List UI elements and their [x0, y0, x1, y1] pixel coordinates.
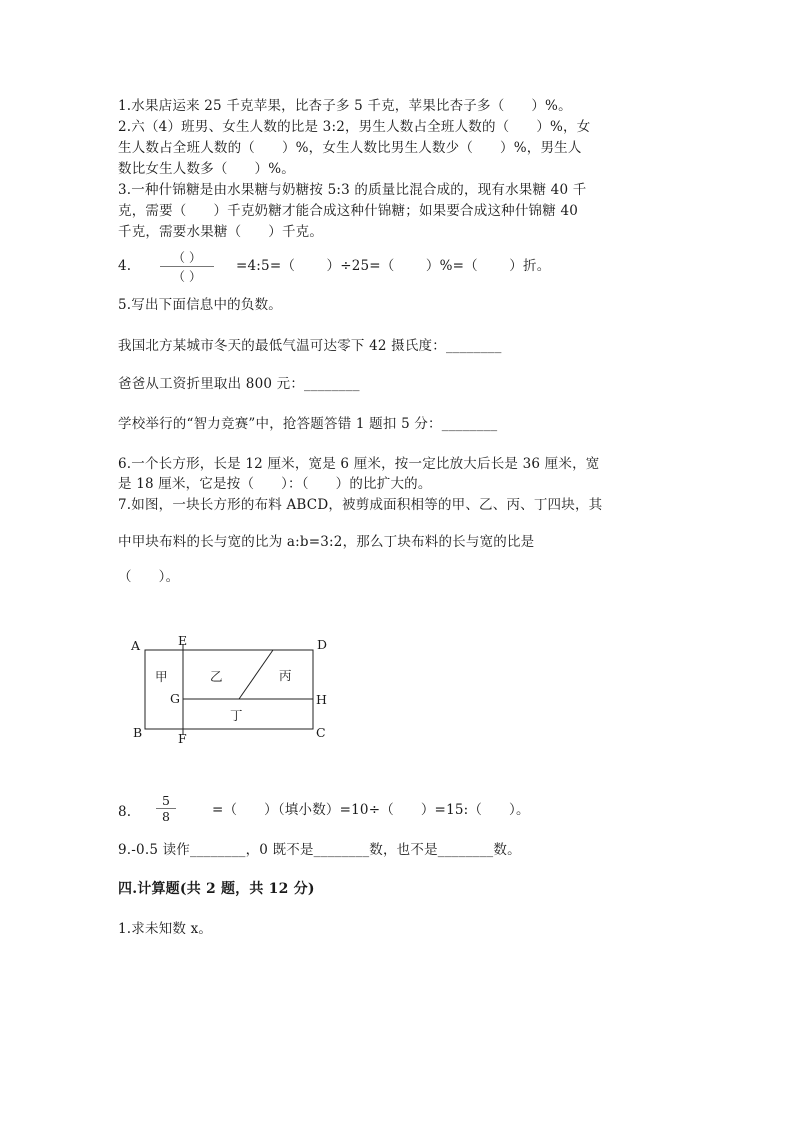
region-jia: 甲 — [155, 669, 168, 684]
question-7-line-2: 中甲块布料的长与宽的比为 a:b=3:2，那么丁块布料的长与宽的比是 — [118, 534, 535, 550]
question-3-line-1: 3.一种什锦糖是由水果糖与奶糖按 5:3 的质量比混合成的，现有水果糖 40 千 — [118, 182, 587, 198]
diagonal-cut — [239, 650, 273, 699]
question-6-line-2: 是 18 厘米，它是按（ ）：（ ）的比扩大的。 — [118, 476, 432, 492]
question-4-fraction — [160, 248, 214, 285]
question-5-item-3: 学校举行的“智力竞赛”中，抢答题答错 1 题扣 5 分：________ — [118, 416, 498, 432]
question-6-line-1: 6.一个长方形，长是 12 厘米，宽是 6 厘米，按一定比放大后长是 36 厘米，宽 — [118, 456, 600, 472]
label-C: C — [316, 725, 326, 740]
region-yi: 乙 — [210, 669, 223, 684]
question-8-number: 8. — [118, 804, 132, 820]
label-H: H — [316, 692, 327, 707]
question-7-line-1: 7.如图，一块长方形的布料 ABCD，被剪成面积相等的甲、乙、丙、丁四块，其 — [118, 497, 603, 513]
label-E: E — [178, 633, 188, 648]
question-8-expression: =（ ）（填小数）=10÷（ ）=15:（ ）。 — [212, 802, 530, 818]
fraction-denominator: 8 — [162, 809, 170, 824]
label-F: F — [178, 731, 187, 746]
label-B: B — [133, 725, 143, 740]
question-5-item-1: 我国北方某城市冬天的最低气温可达零下 42 摄氏度：________ — [118, 338, 502, 354]
question-7-line-3: （ ）。 — [118, 569, 180, 585]
label-G: G — [170, 691, 180, 706]
question-1: 1.水果店运来 25 千克苹果，比杏子多 5 千克，苹果比杏子多（ ）%。 — [118, 98, 572, 114]
question-4-expression: =4:5=（ ）÷25=（ ）%=（ ）折。 — [236, 258, 551, 274]
question-3-line-2: 克，需要（ ）千克奶糖才能合成这种什锦糖；如果要合成这种什锦糖 40 — [118, 203, 579, 219]
fraction-denominator: （ ） — [172, 269, 202, 284]
fraction-numerator: 5 — [162, 793, 170, 808]
question-2-line-3: 数比女生人数多（ ）%。 — [118, 161, 295, 177]
rectangle-figure — [128, 632, 338, 747]
region-ding: 丁 — [230, 708, 243, 723]
label-A: A — [131, 638, 141, 653]
question-5-item-2: 爸爸从工资折里取出 800 元：________ — [118, 376, 360, 392]
question-2-line-2: 生人数占全班人数的（ ）%，女生人数比男生人数少（ ）%，男生人 — [118, 140, 582, 156]
question-5-title: 5.写出下面信息中的负数。 — [118, 297, 282, 313]
question-9: 9.-0.5 读作________，0 既不是________数，也不是________数。 — [118, 842, 521, 858]
section-4-question-1: 1.求未知数 x。 — [118, 921, 213, 937]
question-8-fraction — [156, 793, 176, 824]
fraction-numerator: （ ） — [172, 250, 202, 265]
figure-drawing — [128, 632, 338, 747]
region-bing: 丙 — [279, 668, 292, 683]
label-D: D — [317, 637, 328, 652]
question-4-number: 4. — [118, 258, 132, 274]
question-2-line-1: 2.六（4）班男、女生人数的比是 3:2，男生人数占全班人数的（ ）%，女 — [118, 119, 591, 135]
section-4-heading: 四.计算题(共 2 题，共 12 分) — [118, 881, 315, 897]
outer-rectangle-ABCD — [145, 650, 313, 729]
question-3-line-3: 千克，需要水果糖（ ）千克。 — [118, 224, 324, 240]
